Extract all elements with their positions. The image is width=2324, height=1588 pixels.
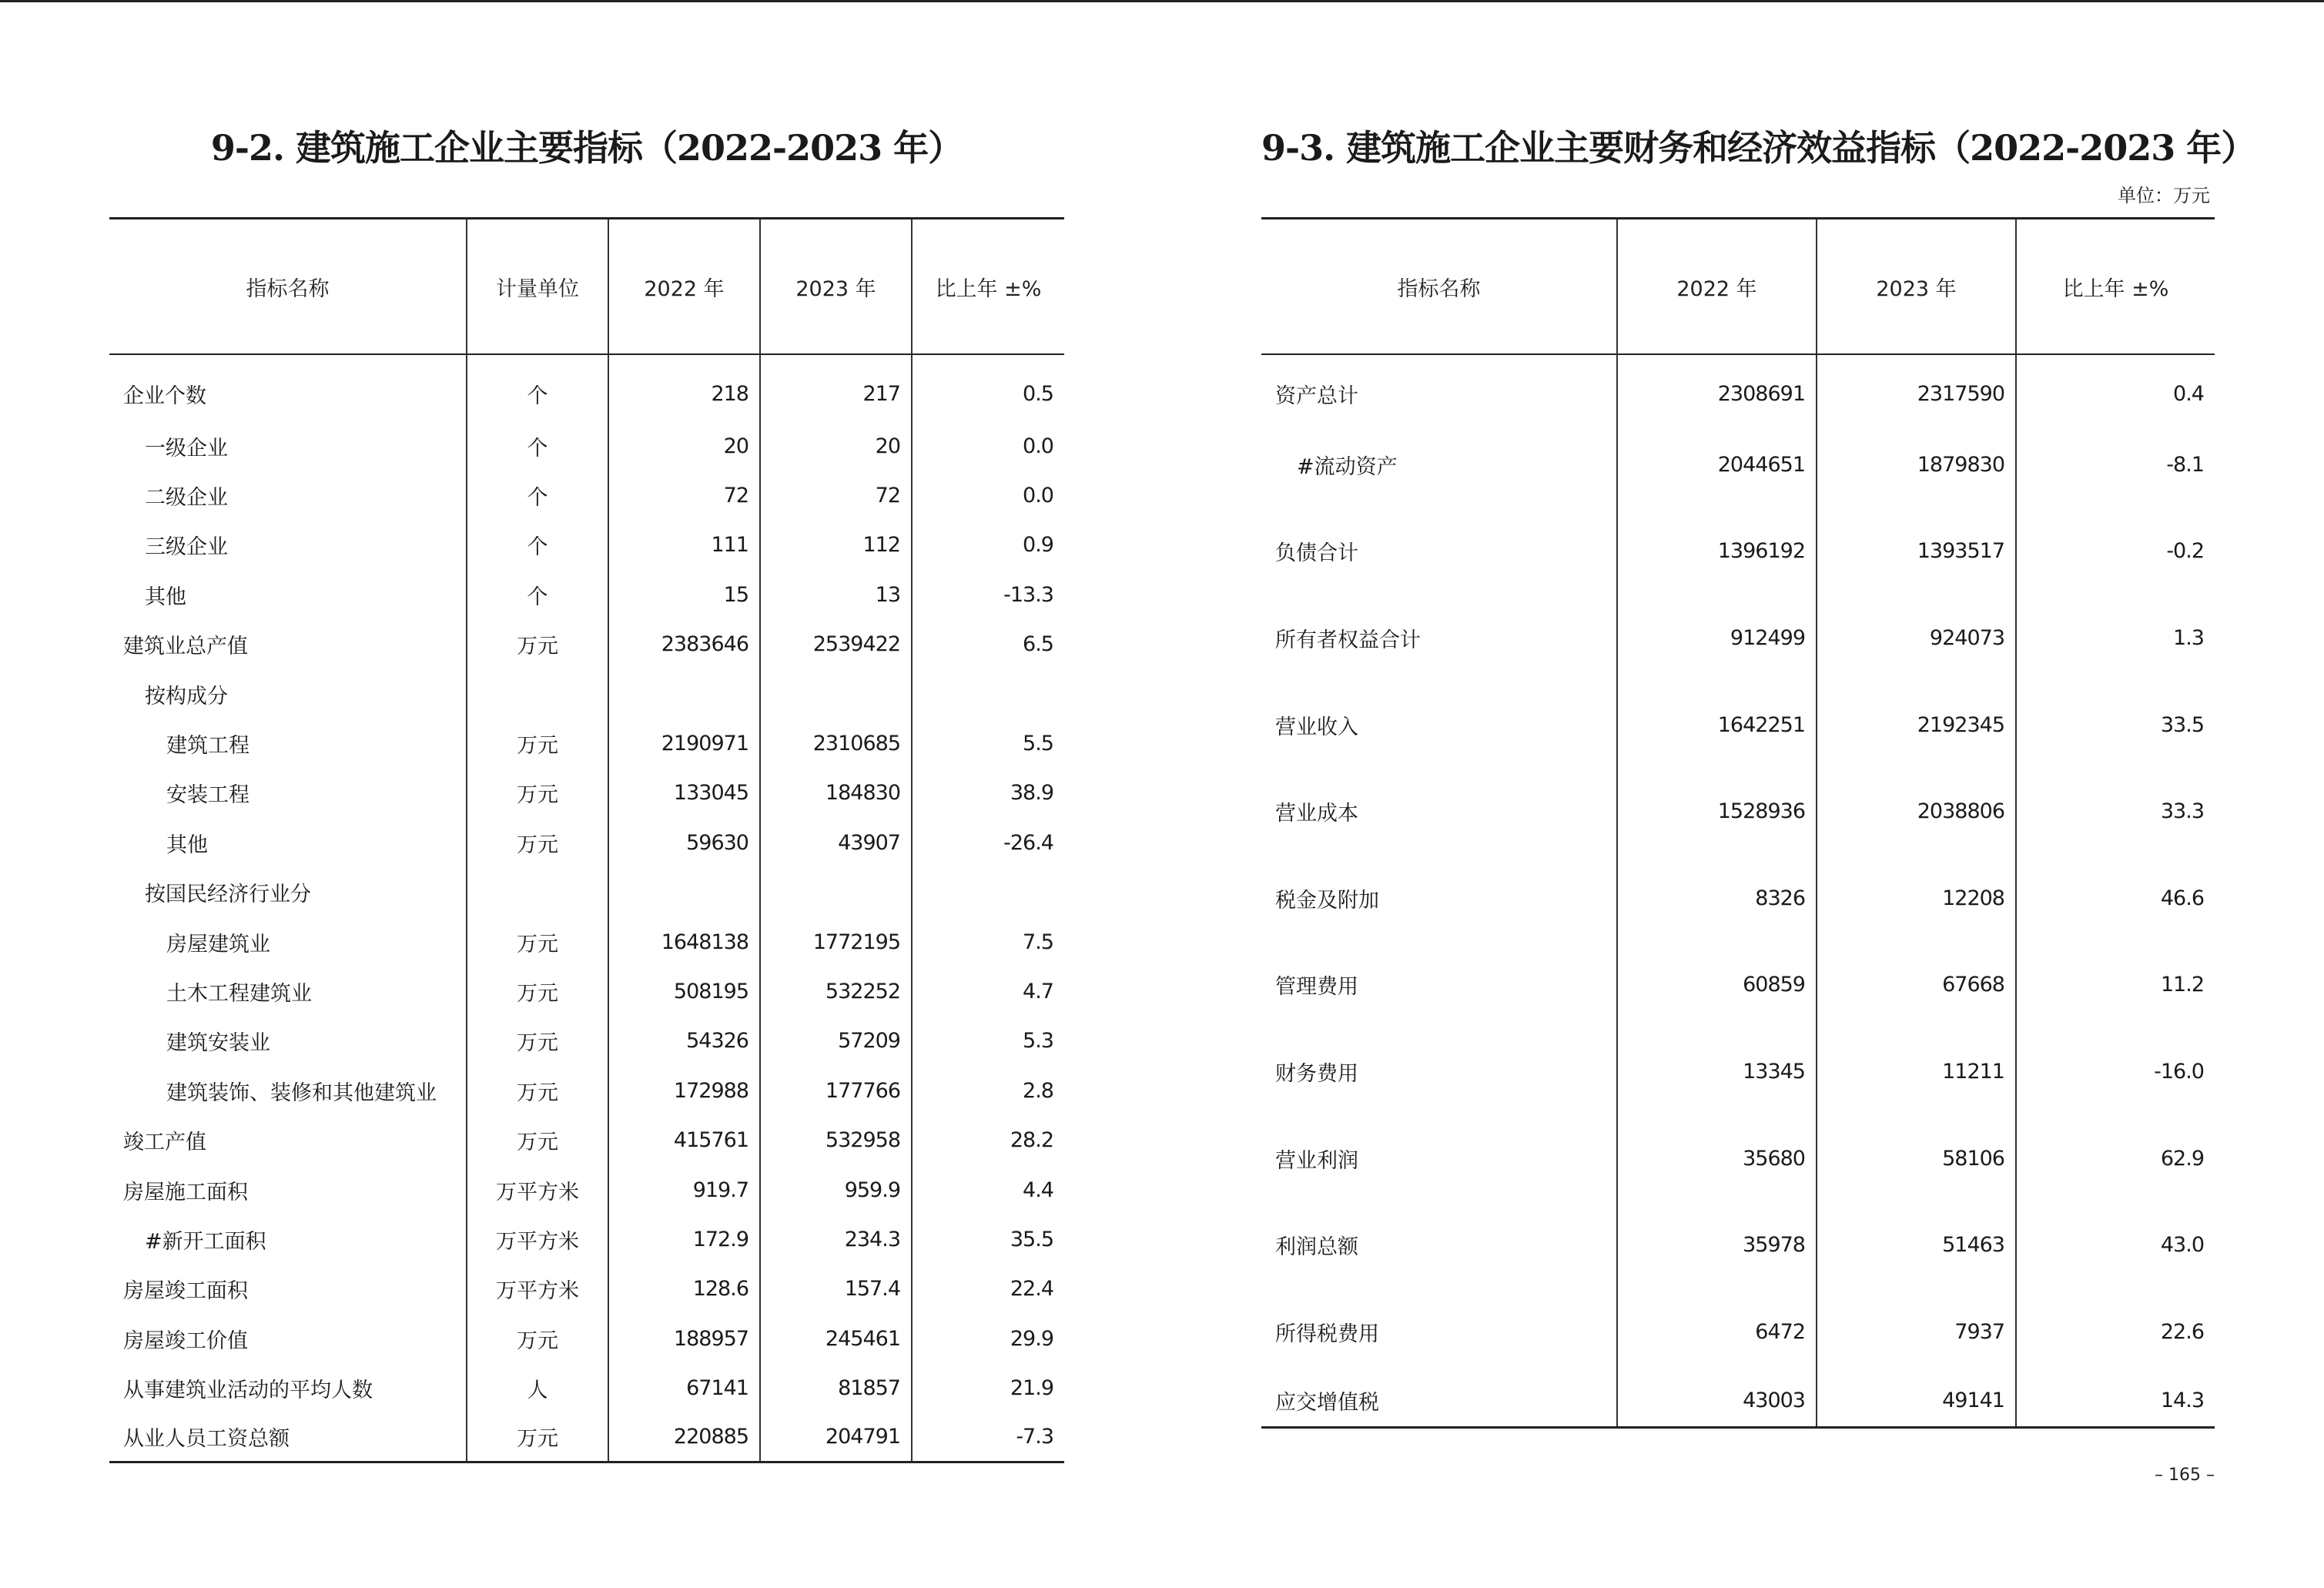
table-row xyxy=(109,967,1064,1016)
value-2022: 35978 xyxy=(1617,1201,1817,1288)
top-border-line xyxy=(0,0,2324,2)
change-percent: 6.5 xyxy=(912,620,1064,669)
unit-cell xyxy=(467,868,608,917)
table-row xyxy=(109,1066,1064,1115)
value-2023: 2038806 xyxy=(1817,768,2016,855)
value-2023: 112 xyxy=(760,521,912,570)
value-2023: 184830 xyxy=(760,769,912,818)
indicator-name: 从事建筑业活动的平均人数 xyxy=(123,1379,373,1403)
value-2022: 54326 xyxy=(608,1017,760,1066)
table-row xyxy=(109,521,1064,570)
unit-cell: 个 xyxy=(467,354,608,421)
indicator-name: 三级企业 xyxy=(145,535,228,560)
value-2022: 35680 xyxy=(1617,1115,1817,1202)
unit-cell: 万元 xyxy=(467,1017,608,1066)
value-2022 xyxy=(608,868,760,917)
value-2022: 919.7 xyxy=(608,1165,760,1214)
change-percent: 33.3 xyxy=(2016,768,2215,855)
table-row xyxy=(109,1363,1064,1412)
value-2022: 1648138 xyxy=(608,917,760,967)
change-percent: 14.3 xyxy=(2016,1375,2215,1428)
value-2023: 20 xyxy=(760,421,912,471)
table-row xyxy=(109,719,1064,768)
unit-cell: 人 xyxy=(467,1363,608,1412)
table-row xyxy=(109,818,1064,867)
indicator-name: 建筑业总产值 xyxy=(123,635,248,659)
value-2023: 217 xyxy=(760,354,912,421)
indicator-name: 负债合计 xyxy=(1275,541,1358,566)
unit-cell: 个 xyxy=(467,471,608,520)
unit-cell xyxy=(467,669,608,719)
unit-cell: 万平方米 xyxy=(467,1165,608,1214)
value-2023: 7937 xyxy=(1817,1288,2016,1375)
change-percent: 28.2 xyxy=(912,1115,1064,1164)
change-percent: 2.8 xyxy=(912,1066,1064,1115)
change-percent: 38.9 xyxy=(912,769,1064,818)
indicator-name: 土木工程建筑业 xyxy=(166,981,312,1006)
change-percent xyxy=(912,868,1064,917)
value-2023: 532958 xyxy=(760,1115,912,1164)
table-row xyxy=(109,354,1064,421)
indicator-name: 应交增值税 xyxy=(1261,1375,1617,1428)
value-2022: 13345 xyxy=(1617,1028,1817,1115)
table-row xyxy=(1261,942,2215,1029)
unit-cell: 万元 xyxy=(467,1066,608,1115)
value-2022: 59630 xyxy=(608,818,760,867)
indicator-name: 财务费用 xyxy=(1275,1061,1358,1086)
value-2023: 43907 xyxy=(760,818,912,867)
table-row xyxy=(1261,421,2215,508)
unit-cell: 个 xyxy=(467,421,608,471)
table-row xyxy=(109,471,1064,520)
value-2023: 49141 xyxy=(1817,1375,2016,1428)
header-2023: 2023 年 xyxy=(1817,219,2016,355)
change-percent: 5.3 xyxy=(912,1017,1064,1066)
header-2023: 2023 年 xyxy=(760,219,912,355)
value-2023: 177766 xyxy=(760,1066,912,1115)
change-percent: 7.5 xyxy=(912,917,1064,967)
value-2022: 172988 xyxy=(608,1066,760,1115)
change-percent: 4.4 xyxy=(912,1165,1064,1214)
value-2022: 912499 xyxy=(1617,595,1817,682)
indicator-name: 从业人员工资总额 xyxy=(109,1413,467,1462)
indicator-name: 建筑工程 xyxy=(166,734,249,759)
indicator-name: 建筑安装业 xyxy=(166,1031,270,1056)
indicator-name: 资产总计 xyxy=(1275,384,1358,408)
unit-cell: 万元 xyxy=(467,818,608,867)
table-row xyxy=(1261,768,2215,855)
indicator-name: 房屋竣工价值 xyxy=(123,1328,248,1353)
table-row xyxy=(1261,855,2215,942)
value-2023: 532252 xyxy=(760,967,912,1016)
unit-cell: 万元 xyxy=(467,917,608,967)
change-percent: 33.5 xyxy=(2016,682,2215,769)
change-percent: 0.0 xyxy=(912,471,1064,520)
value-2023 xyxy=(760,868,912,917)
table-9-3-title: 9-3. 建筑施工企业主要财务和经济效益指标（2022-2023 年） xyxy=(1261,127,2256,169)
table-row xyxy=(1261,1201,2215,1288)
change-percent: -8.1 xyxy=(2016,421,2215,508)
table-row xyxy=(1261,595,2215,682)
construction-enterprise-indicators-table xyxy=(109,217,1064,1463)
header-change: 比上年 ±% xyxy=(912,219,1064,355)
indicator-name: 二级企业 xyxy=(145,486,228,511)
change-percent: 5.5 xyxy=(912,719,1064,768)
value-2022: 15 xyxy=(608,570,760,619)
value-2023: 11211 xyxy=(1817,1028,2016,1115)
value-2023: 72 xyxy=(760,471,912,520)
indicator-name: 企业个数 xyxy=(123,384,206,408)
table-row xyxy=(109,421,1064,471)
value-2022: 2044651 xyxy=(1617,421,1817,508)
value-2023: 204791 xyxy=(760,1413,912,1462)
change-percent: 11.2 xyxy=(2016,942,2215,1029)
indicator-name: 营业收入 xyxy=(1275,715,1358,739)
unit-cell: 个 xyxy=(467,521,608,570)
value-2022: 220885 xyxy=(608,1413,760,1462)
change-percent: 1.3 xyxy=(2016,595,2215,682)
table-header-row xyxy=(109,219,1064,355)
value-2022: 72 xyxy=(608,471,760,520)
header-indicator-name: 指标名称 xyxy=(1261,219,1617,355)
unit-cell: 万元 xyxy=(467,967,608,1016)
value-2022 xyxy=(608,669,760,719)
value-2022: 60859 xyxy=(1617,942,1817,1029)
value-2022: 188957 xyxy=(608,1314,760,1363)
table-row xyxy=(109,769,1064,818)
unit-cell: 万元 xyxy=(467,719,608,768)
header-2022: 2022 年 xyxy=(1617,219,1817,355)
indicator-name: 按国民经济行业分 xyxy=(145,883,311,907)
unit-cell: 万元 xyxy=(467,1413,608,1462)
table-row xyxy=(109,1314,1064,1363)
value-2022: 128.6 xyxy=(608,1265,760,1314)
table-row xyxy=(109,570,1064,619)
value-2022: 1642251 xyxy=(1617,682,1817,769)
header-unit: 计量单位 xyxy=(467,219,608,355)
table-row xyxy=(1261,354,2215,421)
indicator-name: 安装工程 xyxy=(166,783,249,808)
value-2022: 20 xyxy=(608,421,760,471)
value-2022: 8326 xyxy=(1617,855,1817,942)
value-2022: 111 xyxy=(608,521,760,570)
value-2022: 508195 xyxy=(608,967,760,1016)
value-2022: 415761 xyxy=(608,1115,760,1164)
value-2023: 57209 xyxy=(760,1017,912,1066)
indicator-name: 按构成分 xyxy=(145,684,228,709)
change-percent: -13.3 xyxy=(912,570,1064,619)
value-2023: 51463 xyxy=(1817,1201,2016,1288)
change-percent xyxy=(912,669,1064,719)
value-2023: 959.9 xyxy=(760,1165,912,1214)
indicator-name: 其他 xyxy=(166,833,208,857)
unit-cell: 万元 xyxy=(467,769,608,818)
value-2023: 13 xyxy=(760,570,912,619)
indicator-name: #流动资产 xyxy=(1297,454,1398,479)
unit-note: 单位：万元 xyxy=(2118,185,2210,206)
change-percent: 43.0 xyxy=(2016,1201,2215,1288)
table-row xyxy=(1261,1028,2215,1115)
change-percent: 4.7 xyxy=(912,967,1064,1016)
value-2022: 172.9 xyxy=(608,1214,760,1264)
value-2023: 67668 xyxy=(1817,942,2016,1029)
header-indicator-name: 指标名称 xyxy=(109,219,467,355)
financial-indicators-table xyxy=(1261,217,2215,1429)
table-row xyxy=(109,1165,1064,1214)
value-2023: 157.4 xyxy=(760,1265,912,1314)
value-2022: 2383646 xyxy=(608,620,760,669)
value-2023: 2310685 xyxy=(760,719,912,768)
table-row xyxy=(1261,1288,2215,1375)
change-percent: 29.9 xyxy=(912,1314,1064,1363)
change-percent: -16.0 xyxy=(2016,1028,2215,1115)
table-row xyxy=(109,868,1064,917)
change-percent: 0.4 xyxy=(2016,354,2215,421)
table-row xyxy=(1261,508,2215,595)
value-2023: 1879830 xyxy=(1817,421,2016,508)
table-row xyxy=(109,1214,1064,1264)
value-2023: 1772195 xyxy=(760,917,912,967)
unit-cell: 万元 xyxy=(467,1115,608,1164)
change-percent: 22.4 xyxy=(912,1265,1064,1314)
table-row xyxy=(109,1017,1064,1066)
value-2022: 1396192 xyxy=(1617,508,1817,595)
change-percent: 0.9 xyxy=(912,521,1064,570)
value-2023: 924073 xyxy=(1817,595,2016,682)
value-2022: 1528936 xyxy=(1617,768,1817,855)
indicator-name: 其他 xyxy=(145,585,186,609)
unit-cell: 万元 xyxy=(467,1314,608,1363)
value-2023: 12208 xyxy=(1817,855,2016,942)
value-2023: 2192345 xyxy=(1817,682,2016,769)
table-row xyxy=(109,1265,1064,1314)
table-row xyxy=(109,1413,1064,1462)
unit-cell: 万平方米 xyxy=(467,1214,608,1264)
page-number: – 165 – xyxy=(2155,1466,2215,1485)
indicator-name: 建筑装饰、装修和其他建筑业 xyxy=(166,1080,437,1105)
change-percent: 22.6 xyxy=(2016,1288,2215,1375)
indicator-name: 房屋建筑业 xyxy=(166,932,270,956)
table-row xyxy=(1261,1115,2215,1202)
change-percent: -0.2 xyxy=(2016,508,2215,595)
change-percent: -26.4 xyxy=(912,818,1064,867)
indicator-name: 管理费用 xyxy=(1275,975,1358,1000)
change-percent: 21.9 xyxy=(912,1363,1064,1412)
change-percent: 35.5 xyxy=(912,1214,1064,1264)
table-row xyxy=(109,1115,1064,1164)
value-2023: 1393517 xyxy=(1817,508,2016,595)
value-2022: 2190971 xyxy=(608,719,760,768)
value-2023: 245461 xyxy=(760,1314,912,1363)
indicator-name: 营业利润 xyxy=(1275,1148,1358,1173)
value-2022: 218 xyxy=(608,354,760,421)
unit-cell: 万平方米 xyxy=(467,1265,608,1314)
change-percent: 46.6 xyxy=(2016,855,2215,942)
change-percent: -7.3 xyxy=(912,1413,1064,1462)
change-percent: 62.9 xyxy=(2016,1115,2215,1202)
header-2022: 2022 年 xyxy=(608,219,760,355)
indicator-name: 所得税费用 xyxy=(1275,1322,1379,1346)
value-2022: 67141 xyxy=(608,1363,760,1412)
table-row xyxy=(109,917,1064,967)
value-2022: 133045 xyxy=(608,769,760,818)
value-2023: 58106 xyxy=(1817,1115,2016,1202)
header-change: 比上年 ±% xyxy=(2016,219,2215,355)
value-2023 xyxy=(760,669,912,719)
change-percent: 0.0 xyxy=(912,421,1064,471)
indicator-name: 一级企业 xyxy=(145,436,228,461)
table-header-row xyxy=(1261,219,2215,355)
value-2023: 81857 xyxy=(760,1363,912,1412)
table-9-2-title: 9-2. 建筑施工企业主要指标（2022-2023 年） xyxy=(210,127,963,169)
unit-cell: 万元 xyxy=(467,620,608,669)
value-2023: 2317590 xyxy=(1817,354,2016,421)
value-2022: 2308691 xyxy=(1617,354,1817,421)
indicator-name: #新开工面积 xyxy=(145,1229,266,1254)
table-row xyxy=(109,669,1064,719)
unit-cell: 个 xyxy=(467,570,608,619)
value-2022: 43003 xyxy=(1617,1375,1817,1428)
indicator-name: 所有者权益合计 xyxy=(1275,628,1421,652)
table-row xyxy=(109,620,1064,669)
indicator-name: 税金及附加 xyxy=(1275,888,1379,913)
table-row xyxy=(1261,1375,2215,1428)
value-2022: 6472 xyxy=(1617,1288,1817,1375)
value-2023: 234.3 xyxy=(760,1214,912,1264)
indicator-name: 营业成本 xyxy=(1275,802,1358,826)
indicator-name: 利润总额 xyxy=(1275,1235,1358,1260)
indicator-name: 房屋施工面积 xyxy=(123,1180,248,1204)
change-percent: 0.5 xyxy=(912,354,1064,421)
indicator-name: 竣工产值 xyxy=(123,1131,206,1155)
table-row xyxy=(1261,682,2215,769)
indicator-name: 房屋竣工面积 xyxy=(123,1279,248,1304)
value-2023: 2539422 xyxy=(760,620,912,669)
